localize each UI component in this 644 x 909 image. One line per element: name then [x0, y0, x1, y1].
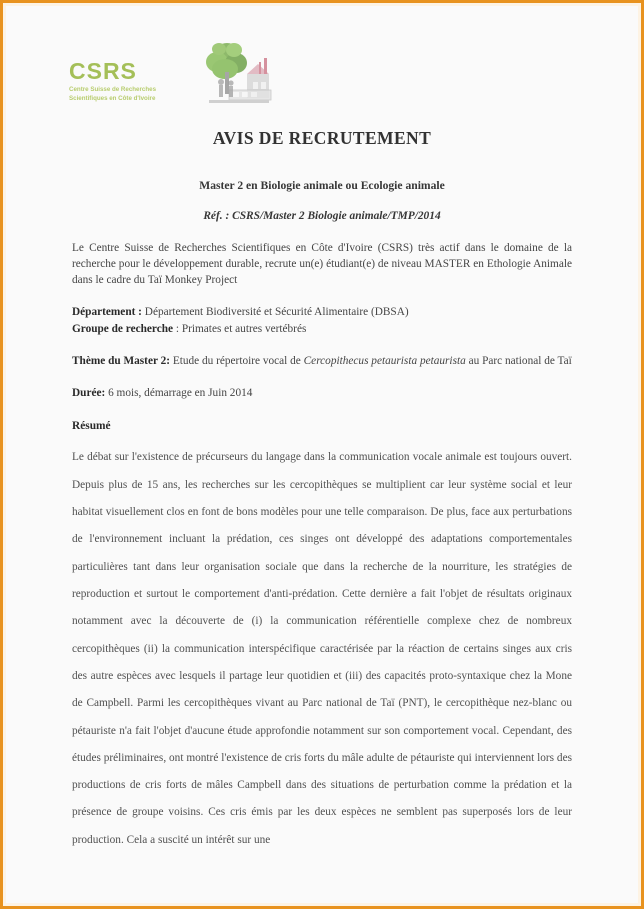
- csrs-logo: [69, 60, 199, 104]
- page-title: AVIS DE RECRUTEMENT: [212, 128, 432, 148]
- resume-heading: Résumé: [72, 420, 111, 433]
- document-subtitle: Master 2 en Biologie animale ou Ecologie animale: [199, 179, 445, 192]
- groupe-recherche-value: : Primates et autres vertébrés: [175, 323, 307, 336]
- theme-line: [72, 353, 572, 369]
- tree-and-building-illustration-icon: [203, 38, 275, 116]
- departement-line: [72, 304, 572, 320]
- document-header: [6, 6, 638, 118]
- theme-label: Thème du Master 2:: [72, 355, 170, 368]
- departement-value: Département Biodiversité et Sécurité Alimentaire (DBSA): [144, 306, 409, 319]
- csrs-logo-subtitle-line1: Centre Suisse de Recherches: [69, 86, 157, 93]
- groupe-recherche-line: [72, 321, 572, 337]
- document-reference: Réf. : CSRS/Master 2 Biologie animale/TMP/2014: [203, 210, 441, 222]
- intro-paragraph: Le Centre Suisse de Recherches Scientifiques en Côte d'Ivoire (CSRS) très actif dans le domaine de la recherche pour le développement durable, recrute un(e) étudiant(e) de niveau MASTER en Ethologie Animale dans le cadre du Taï Monkey Project: [72, 242, 572, 287]
- theme-species-name: Cercopithecus petaurista petaurista: [303, 355, 466, 368]
- document-sheet: [6, 6, 638, 903]
- duree-label: Durée:: [72, 387, 106, 400]
- departement-label: Département :: [72, 306, 142, 319]
- theme-value-part2: au Parc national de Taï: [468, 355, 572, 368]
- csrs-logo-subtitle-line2: Scientifiques en Côte d'Ivoire: [69, 95, 156, 103]
- duree-value: 6 mois, démarrage en Juin 2014: [108, 387, 253, 400]
- resume-paragraph: Le débat sur l'existence de précurseurs du langage dans la communication vocale animale est toujours ouvert. Depuis plus de 15 ans, les recherches sur les cercopithèques se multiplient car leur système social et leur habitat visuellement clos en font de bons modèles pour une telle comparaison. De plus, face aux perturbations de l'environnement incluant la prédation, ces singes ont développé des adaptations comportementales particulières tant dans leur organisation sociale que dans la recherche de la nourriture, les stratégies de reproduction et surtout le comportement d'anti-prédation. Cette dernière a fait l'objet de résultats originaux notamment avec la découverte de (i) la communication référentielle complexe chez de nombreux cercopithèques (ii) la communication interspécifique caractérisée par la réaction de certains singes aux cris des autre espèces avec lesquels il partage leur quotidien et (iii) des capacités proto-syntaxique chez la Mone de Campbell. Parmi les cercopithèques vivant au Parc national de Taï (PNT), le cercopithèque nez-blanc ou pétauriste n'a fait l'objet d'aucune étude approfondie notamment sur son comportement vocal. Cependant, des études préliminaires, ont montré l'existence de cris forts du mâle adulte de pétauriste qui interviennent lors des productions de cris forts de mâles Campbell dans des situations de perturbation comme la prédation et la présence de groupe voisins. Ces cris émis par les deux espèces ne semblent pas superposés lors de leur production. Cela a suscité un intérêt sur une: [72, 451, 572, 846]
- csrs-logo-acronym: CSRS: [69, 58, 137, 84]
- document-body: [6, 118, 638, 854]
- csrs-logo-subtitle: [69, 85, 197, 104]
- theme-value-part1: Etude du répertoire vocal de: [172, 355, 301, 368]
- duree-line: [72, 385, 572, 401]
- groupe-recherche-label: Groupe de recherche: [72, 323, 174, 336]
